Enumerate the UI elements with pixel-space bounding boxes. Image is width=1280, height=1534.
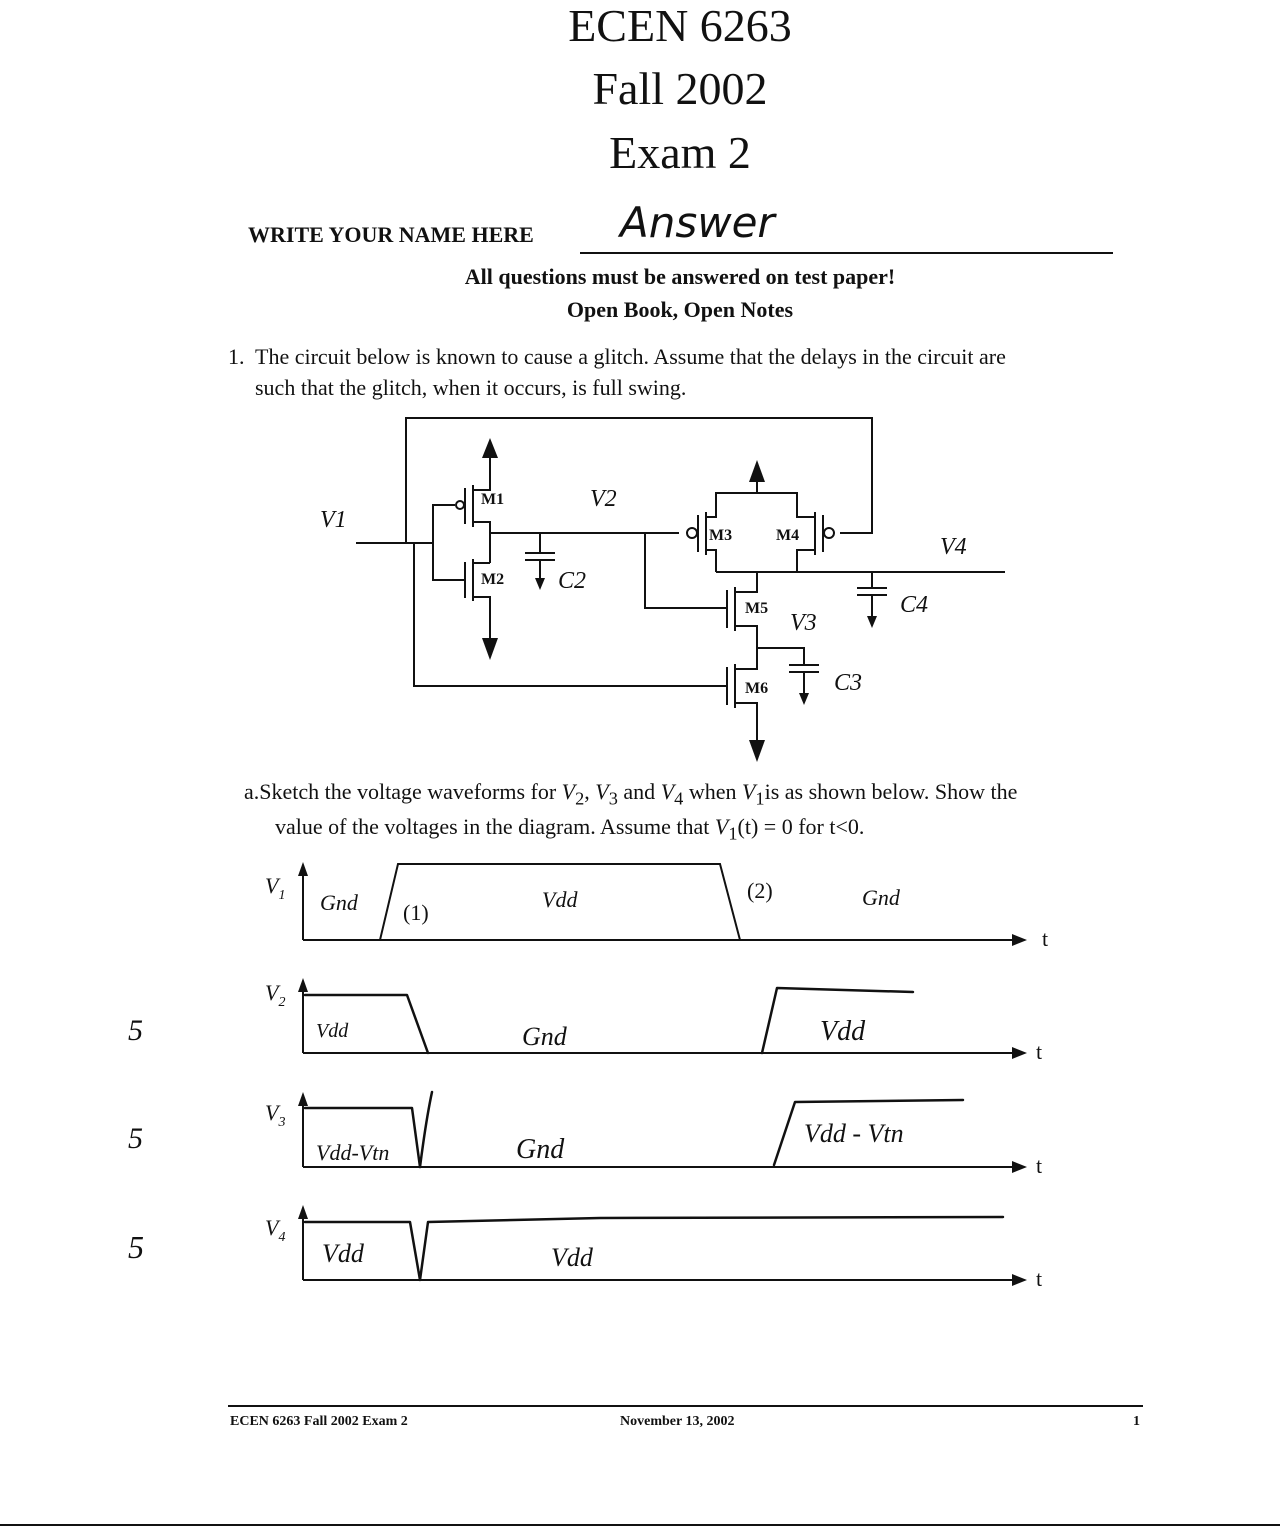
signal-v2: $V_2$ [265, 980, 286, 1010]
v1-label-1: (1) [403, 900, 429, 925]
v2-hw-vdd-1: Vdd [316, 1020, 349, 1042]
v4-hw-vdd-1: Vdd [322, 1239, 364, 1268]
axis-t-v3: t [1036, 1153, 1043, 1178]
v1-label-gnd-2: Gnd [862, 885, 900, 910]
exam-title: Exam 2 [609, 127, 751, 178]
question-text-line-1: The circuit below is known to cause a glitch. Assume that the delays in the circuit are [255, 344, 1006, 369]
node-v1: V1 [320, 507, 347, 533]
v3-hw-vddvtn-2: Vdd - Vtn [804, 1119, 904, 1148]
v2-score: 5 [128, 1014, 143, 1047]
cap-c2: C2 [558, 568, 587, 594]
m3-label: M3 [709, 527, 733, 544]
node-v3: V3 [790, 610, 817, 636]
v1-label-2: (2) [747, 878, 773, 903]
name-label: WRITE YOUR NAME HERE [248, 222, 534, 247]
v1-label-vdd: Vdd [542, 887, 578, 912]
v4-hw-vdd-2: Vdd [551, 1243, 593, 1272]
axis-t-v1: t [1042, 926, 1049, 951]
node-v2: V2 [590, 486, 617, 512]
m2-label: M2 [481, 571, 505, 588]
node-v4: V4 [940, 534, 967, 560]
v1-label-gnd-1: Gnd [320, 890, 358, 915]
course-title: ECEN 6263 [568, 0, 792, 51]
m1-label: M1 [481, 491, 505, 508]
signal-v4: $V_4$ [265, 1215, 286, 1245]
question-number: 1. [228, 344, 245, 369]
axis-t-v2: t [1036, 1039, 1043, 1064]
name-handwritten: Answer [620, 198, 775, 247]
question-text-line-2: such that the glitch, when it occurs, is full swing. [255, 375, 687, 400]
term-title: Fall 2002 [592, 63, 768, 114]
v3-score: 5 [128, 1122, 143, 1155]
signal-v1: $V_1$ [265, 873, 286, 903]
cap-c3: C3 [834, 670, 863, 696]
footer-rule [228, 1405, 1143, 1407]
footer-date: November 13, 2002 [620, 1414, 735, 1429]
m4-label: M4 [776, 527, 800, 544]
axis-t-v4: t [1036, 1266, 1043, 1291]
m6-label: M6 [745, 680, 769, 697]
v3-hw-vddvtn-1: Vdd-Vtn [316, 1140, 390, 1165]
cap-c4: C4 [900, 592, 929, 618]
v4-score: 5 [128, 1229, 144, 1265]
v2-hw-vdd-2: Vdd [820, 1016, 866, 1047]
m5-label: M5 [745, 600, 769, 617]
scan-edge-line [0, 1524, 1280, 1526]
part-a-line-2: value of the voltages in the diagram. Assume that $V_1(t) = 0$ for t<0. [275, 814, 865, 844]
footer-page-number: 1 [1133, 1414, 1140, 1429]
v2-hw-gnd: Gnd [522, 1022, 567, 1051]
footer-left: ECEN 6263 Fall 2002 Exam 2 [230, 1414, 408, 1429]
instruction-line-2: Open Book, Open Notes [566, 297, 794, 322]
v3-hw-gnd: Gnd [516, 1134, 565, 1165]
part-a-line-1: a.Sketch the voltage waveforms for $V_2$, $V_3$ and $V_4$ when $V_1is$ as shown below. Show the [244, 779, 1018, 809]
instruction-line-1: All questions must be answered on test paper! [464, 264, 896, 289]
signal-v3: $V_3$ [265, 1100, 286, 1130]
